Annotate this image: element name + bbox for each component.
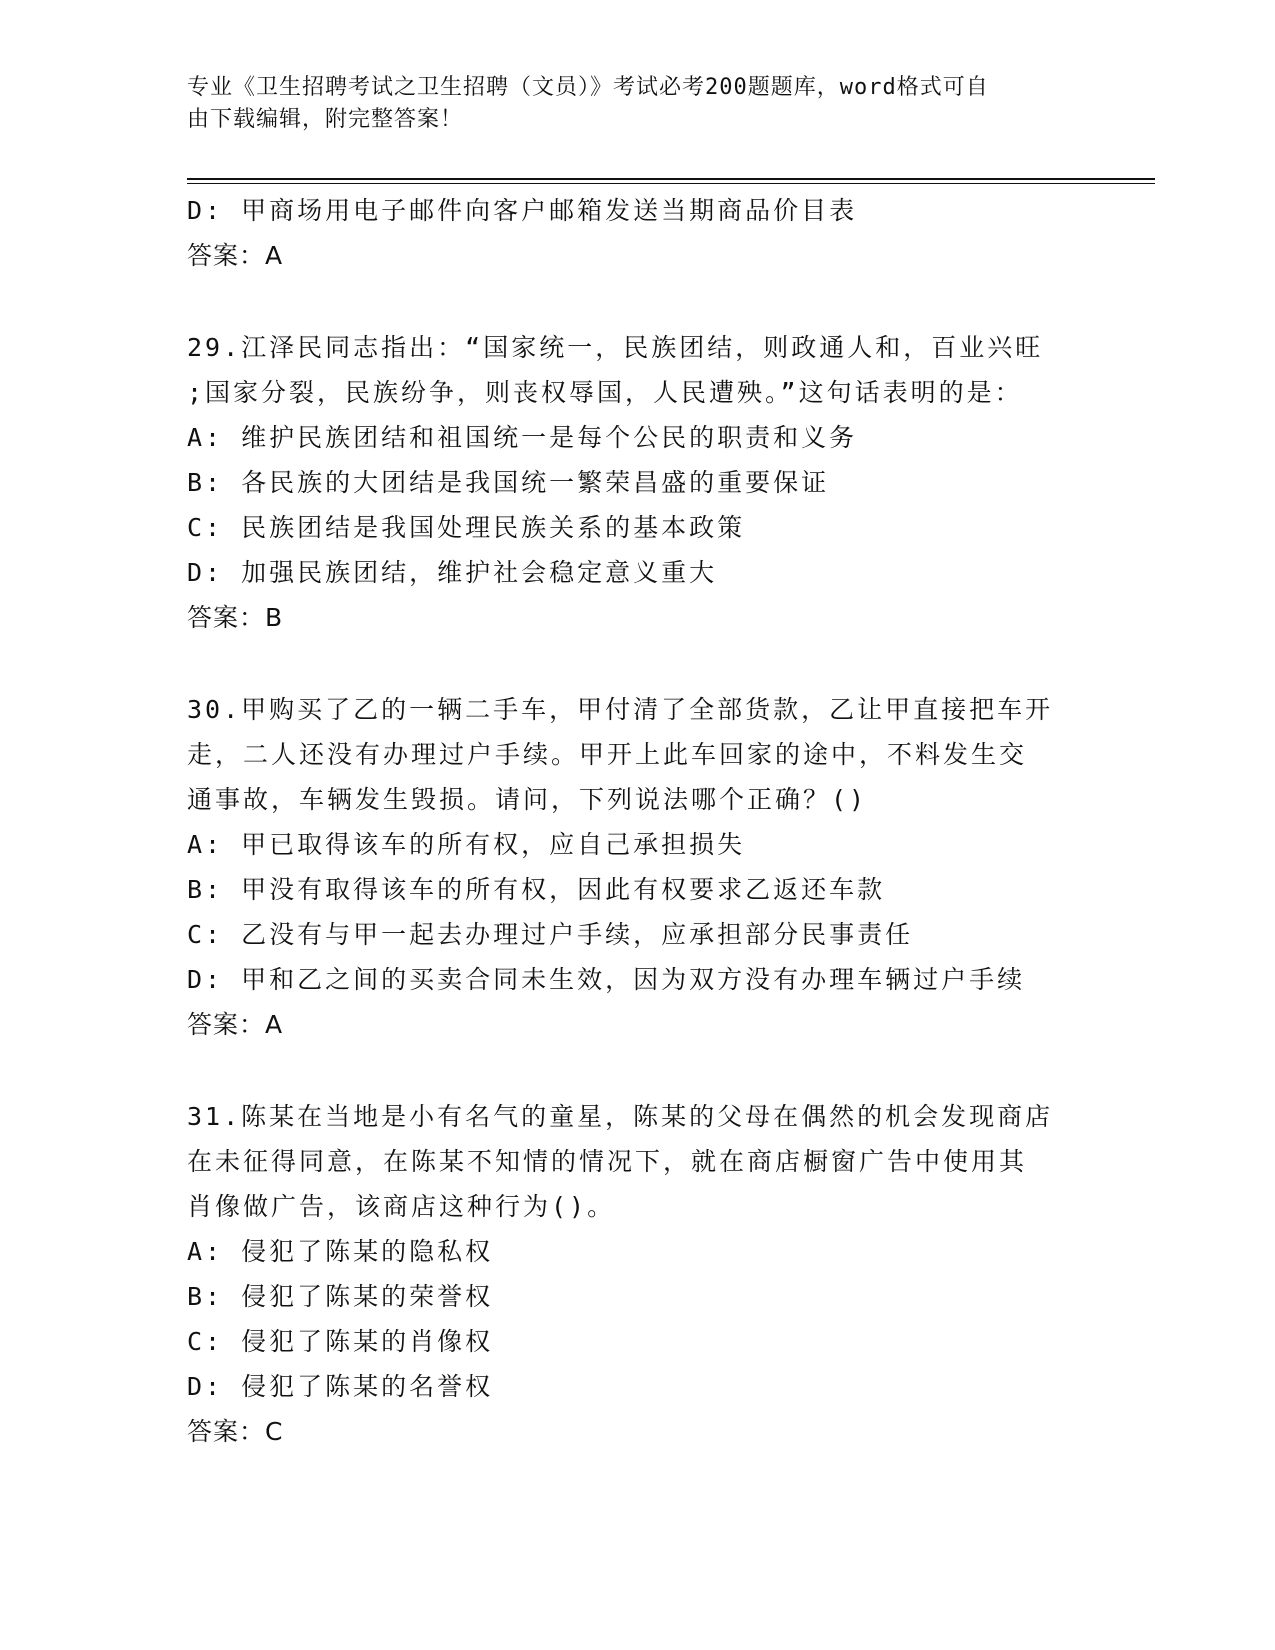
question-31 [187,1094,1087,1454]
option-b: B: 侵犯了陈某的荣誉权 [187,1282,494,1311]
answer-line: 答案：C [187,1417,284,1446]
option-a: A: 甲已取得该车的所有权，应自己承担损失 [187,830,746,859]
question-spacer [187,1047,1087,1094]
prev-question-tail [187,188,1087,278]
option-c: C: 侵犯了陈某的肖像权 [187,1327,494,1356]
option-b: B: 甲没有取得该车的所有权，因此有权要求乙返还车款 [187,875,886,904]
question-content [187,188,1087,1454]
question-stem-line: 31.陈某在当地是小有名气的童星，陈某的父母在偶然的机会发现商店 [187,1102,1054,1131]
question-stem-line: 通事故，车辆发生毁损。请问，下列说法哪个正确？() [187,785,868,814]
option-d: D: 加强民族团结，维护社会稳定意义重大 [187,558,718,587]
question-spacer [187,640,1087,687]
document-header [187,72,1067,136]
option-c: C: 乙没有与甲一起去办理过户手续，应承担部分民事责任 [187,920,914,949]
question-30 [187,687,1087,1047]
answer-line: 答案：A [187,241,284,270]
option-d: D: 侵犯了陈某的名誉权 [187,1372,494,1401]
option-a: A: 侵犯了陈某的隐私权 [187,1237,494,1266]
header-divider-thin [187,183,1155,184]
question-stem-line: ;国家分裂，民族纷争，则丧权辱国，人民遭殃。”这句话表明的是： [187,378,1023,407]
question-stem-line: 走，二人还没有办理过户手续。甲开上此车回家的途中，不料发生交 [187,740,1028,769]
option-b: B: 各民族的大团结是我国统一繁荣昌盛的重要保证 [187,468,830,497]
question-stem-line: 29.江泽民同志指出：“国家统一，民族团结，则政通人和，百业兴旺 [187,333,1044,362]
question-spacer [187,278,1087,325]
question-29 [187,325,1087,640]
answer-line: 答案：B [187,603,284,632]
question-stem-line: 在未征得同意，在陈某不知情的情况下，就在商店橱窗广告中使用其 [187,1147,1028,1176]
question-stem-line: 肖像做广告，该商店这种行为()。 [187,1192,616,1221]
option-c: C: 民族团结是我国处理民族关系的基本政策 [187,513,746,542]
option-d: D: 甲商场用电子邮件向客户邮箱发送当期商品价目表 [187,196,858,225]
option-a: A: 维护民族团结和祖国统一是每个公民的职责和义务 [187,423,858,452]
header-divider-thick [187,178,1155,180]
header-line-2: 由下载编辑，附完整答案！ [187,107,464,132]
question-stem-line: 30.甲购买了乙的一辆二手车，甲付清了全部货款，乙让甲直接把车开 [187,695,1054,724]
header-line-1: 专业《卫生招聘考试之卫生招聘（文员）》考试必考200题题库，word格式可自 [187,75,989,100]
answer-line: 答案：A [187,1010,284,1039]
option-d: D: 甲和乙之间的买卖合同未生效，因为双方没有办理车辆过户手续 [187,965,1026,994]
